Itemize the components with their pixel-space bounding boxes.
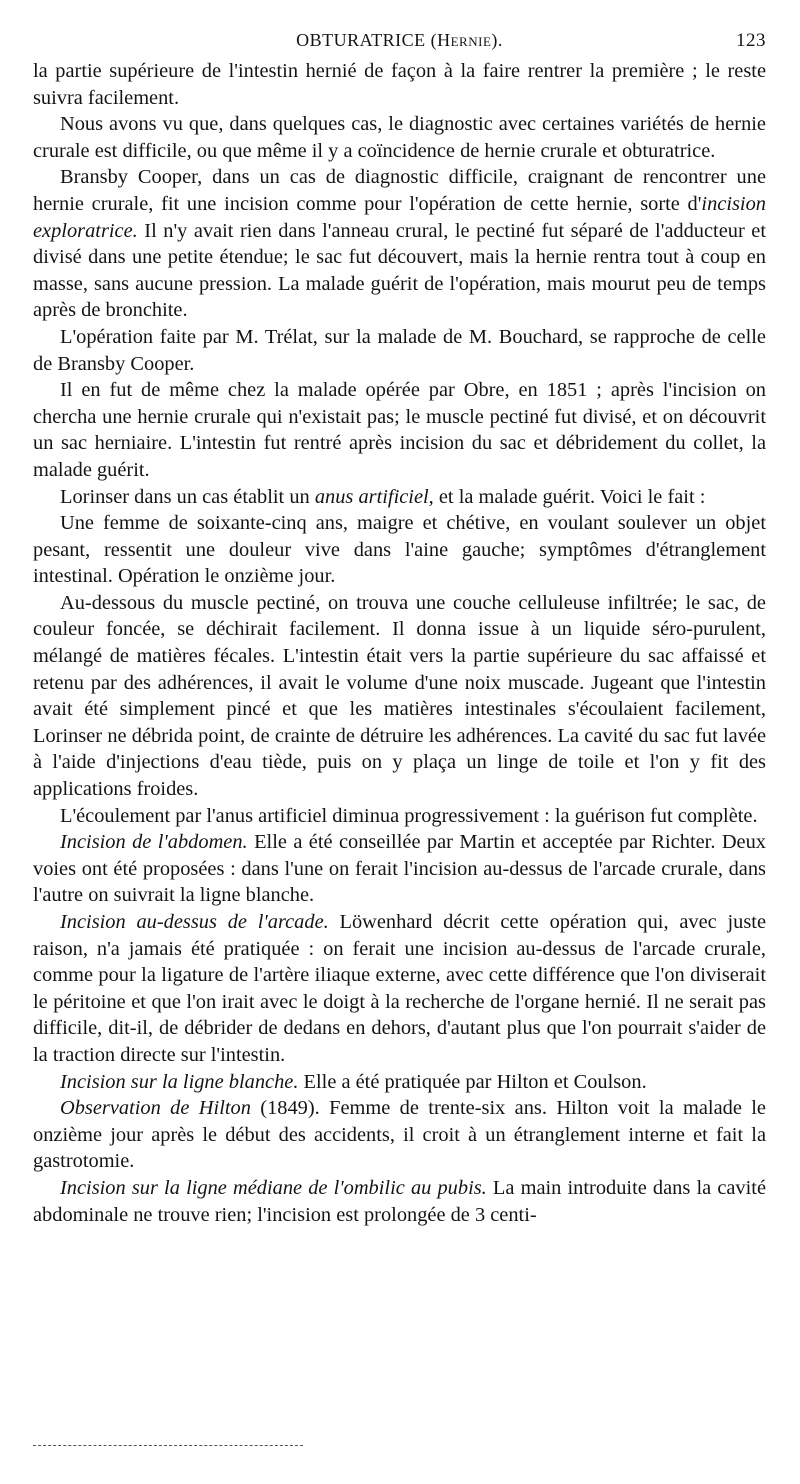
text-run: la partie supérieure de l'intestin hernié de façon à la faire rentrer la première ; le reste suivra facilement.	[33, 60, 766, 109]
italic-text-run: Incision sur la ligne blanche.	[60, 1070, 299, 1093]
running-title-paren-open: (	[425, 30, 438, 50]
running-title-small-caps: Hernie	[437, 30, 492, 50]
running-title-paren-close: ).	[491, 30, 503, 50]
paragraph	[33, 324, 766, 377]
italic-text-run: incision exploratrice.	[33, 192, 766, 242]
text-run: La main introduite dans la cavité abdominale ne trouve rien; l'incision est prolongée de 3 centi-	[33, 1176, 767, 1226]
italic-text-run: Incision au-dessus de l'arcade.	[60, 911, 329, 933]
paragraph	[33, 164, 766, 324]
paragraph	[33, 1069, 766, 1096]
paragraph	[33, 111, 766, 164]
text-run: Il n'y avait rien dans l'anneau crural, le pectiné fut séparé de l'adducteur et divisé dans une petite étendue; le sac fut découvert, mais la hernie rentra tout à coup en masse, sans aucune pression. La malade guérit de l'opération, mais mourut peu de temps après de bronchite.	[33, 219, 766, 322]
text-run: Au-dessous du muscle pectiné, on trouva une couche celluleuse infiltrée; le sac, de couleur foncée, se déchirait facilement. Il donna issue à un liquide séro-purulent, mélangé de matières fécales. L'intestin était vers la partie supérieure du sac affaissé et retenu par des adhérences, il avait le volume d'une noix muscade. Jugeant que l'intestin avait été simplement pincé et que les matières intestinales s'écoulaient facilement, Lorinser ne débrida point, de crainte de détruire les adhérences. La cavité du sac fut lavée à l'aide d'injections d'eau tiède, puis on y plaça un linge de toile et l'on y fit des applications froides.	[33, 591, 766, 801]
paragraph	[33, 58, 766, 111]
italic-text-run: Observation de Hilton	[60, 1097, 251, 1120]
body-text	[33, 58, 766, 1228]
paragraph	[33, 590, 766, 803]
text-run: Löwenhard décrit cette opération qui, avec juste raison, n'a jamais été pratiquée : on ferait une incision au-dessus de l'arcade crurale, comme pour la ligature de l'artère iliaque externe, avec cette différence que l'on diviserait le péritoine et que l'on irait avec le doigt à la recherche de l'organe hernié. Il ne serait pas difficile, dit-il, de débrider de dedans en dehors, d'autant plus que l'on pourrait s'aider de la traction directe sur l'intestin.	[33, 911, 766, 1066]
text-run: Nous avons vu que, dans quelques cas, le diagnostic avec certaines variétés de hernie crurale est difficile, ou que même il y a coïncidence de hernie crurale et obturatrice.	[33, 113, 766, 162]
italic-text-run: anus artificiel,	[314, 485, 434, 508]
text-run: Bransby Cooper, dans un cas de diagnostic difficile, craignant de rencontrer une hernie crurale, fit une incision comme pour l'opération de cette hernie, sorte d'	[33, 166, 766, 215]
paragraph	[33, 803, 766, 830]
paragraph	[33, 377, 766, 483]
text-run: Lorinser dans un cas établit un	[60, 485, 315, 508]
running-title	[33, 30, 766, 51]
book-page	[33, 24, 766, 1228]
paragraph	[33, 909, 766, 1069]
text-run: Une femme de soixante-cinq ans, maigre et chétive, en voulant soulever un objet pesant, ressentit une douleur vive dans l'aine gauche; symptômes d'étranglement intestinal. Opération le onzième jour.	[33, 512, 766, 588]
text-run: L'écoulement par l'anus artificiel diminua progressivement : la guérison fut complète.	[60, 804, 758, 827]
paragraph	[33, 510, 766, 590]
page-number: 123	[736, 30, 766, 51]
text-run: Elle a été conseillée par Martin et acceptée par Richter. Deux voies ont été proposées : dans l'une on ferait l'incision au-dessus de l'arcade crurale, dans l'autre on suivrait la ligne blanche.	[33, 831, 766, 907]
text-run: Elle a été pratiquée par Hilton et Coulson.	[298, 1070, 647, 1093]
text-run: et la malade guérit. Voici le fait :	[433, 485, 706, 508]
running-head	[33, 24, 766, 58]
paragraph	[33, 1095, 766, 1175]
paragraph	[33, 1175, 766, 1228]
footer-rule	[33, 1445, 303, 1446]
text-run: (1849). Femme de trente-six ans. Hilton voit la malade le onzième jour après le début des accidents, il croit à un étranglement interne et fait la gastrotomie.	[33, 1097, 766, 1173]
paragraph	[33, 484, 766, 511]
paragraph	[33, 829, 766, 909]
italic-text-run: Incision de l'abdomen.	[60, 831, 248, 854]
running-title-main: OBTURATRICE	[296, 30, 426, 50]
italic-text-run: Incision sur la ligne médiane de l'ombilic au pubis.	[60, 1176, 487, 1199]
text-run: L'opération faite par M. Trélat, sur la malade de M. Bouchard, se rapproche de celle de Bransby Cooper.	[33, 325, 766, 375]
text-run: Il en fut de même chez la malade opérée par Obre, en 1851 ; après l'incision on chercha une hernie crurale qui n'existait pas; le muscle pectiné fut divisé, et on découvrit un sac herniaire. L'intestin fut rentré après incision du sac et débridement du collet, la malade guérit.	[33, 379, 766, 481]
